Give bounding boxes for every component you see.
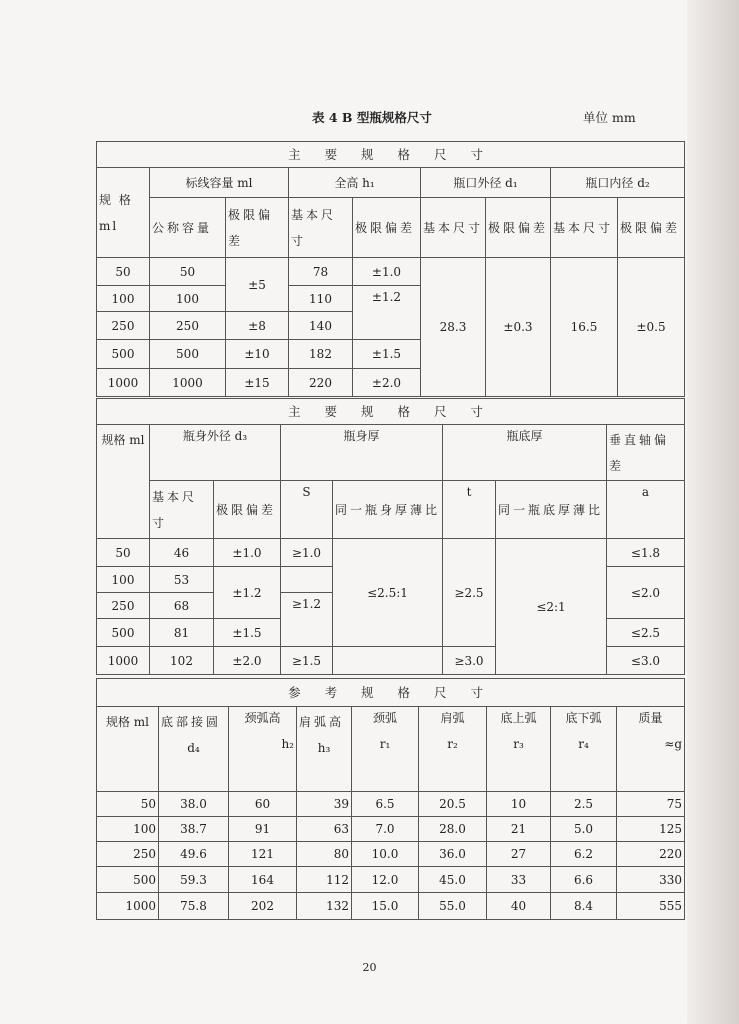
header-body-thickness: 瓶身厚 (281, 425, 443, 481)
header-r1 (352, 707, 419, 792)
cell-t: ≥3.0 (443, 647, 496, 675)
cell-spec: 500 (97, 867, 159, 893)
cell-r1: 12.0 (352, 867, 419, 893)
cell-r1: 10.0 (352, 842, 419, 867)
cell-d3: 53 (150, 567, 214, 593)
header-spec: 规格 ml (97, 425, 150, 539)
cell-d2-basic: 16.5 (551, 258, 618, 397)
header-r1-symbol: r₁ (379, 737, 391, 751)
header-r2 (419, 707, 487, 792)
header-r3-symbol: r₃ (513, 737, 524, 751)
cell-s: ≥1.0 (281, 539, 333, 567)
header-tolerance: 极限偏差 (226, 198, 289, 258)
cell-spec: 1000 (97, 369, 150, 397)
cell-s-empty (281, 567, 333, 593)
cell-spec: 500 (97, 340, 150, 369)
cell-height-tol: ±1.0 (353, 258, 421, 286)
header-h2 (229, 707, 297, 792)
cell-body-ratio: ≤2.5:1 (333, 539, 443, 647)
cell-d1-tol: ±0.3 (486, 258, 551, 397)
cell-h3: 63 (297, 817, 352, 842)
cell-a: ≤3.0 (607, 647, 685, 675)
cell-r3: 10 (487, 792, 551, 817)
cell-mass: 75 (617, 792, 685, 817)
cell-d3: 46 (150, 539, 214, 567)
header-spec: 规 格 ml (97, 168, 150, 258)
table-title: 表 4 B 型瓶规格尺寸 (312, 110, 432, 125)
page-number: 20 (362, 961, 377, 974)
section-heading: 主 要 规 格 尺 寸 (97, 399, 685, 425)
cell-h3: 80 (297, 842, 352, 867)
header-basic: 基本尺寸 (551, 198, 618, 258)
cell-spec: 50 (97, 792, 159, 817)
cell-d1-basic: 28.3 (421, 258, 486, 397)
cell-bottom-ratio: ≤2:1 (496, 539, 607, 675)
header-bottom-ratio: 同一瓶底厚薄比 (496, 481, 607, 539)
header-mass-label: 质量 (638, 711, 663, 725)
cell-capacity: 100 (150, 286, 226, 312)
cell-height-tol: ±1.2 (353, 286, 421, 340)
header-r3 (487, 707, 551, 792)
cell-capacity-tol: ±15 (226, 369, 289, 397)
header-vertical-deviation: 垂直轴偏差 (607, 425, 685, 481)
cell-height: 220 (289, 369, 353, 397)
cell-d3-tol: ±1.2 (214, 567, 281, 619)
cell-d3-tol: ±1.0 (214, 539, 281, 567)
cell-spec: 100 (97, 286, 150, 312)
header-tolerance: 极限偏差 (353, 198, 421, 258)
cell-r4: 6.6 (551, 867, 617, 893)
cell-h2: 60 (229, 792, 297, 817)
header-h3-symbol: h₃ (317, 741, 331, 755)
header-basic: 基本尺寸 (289, 198, 353, 258)
cell-mass: 330 (617, 867, 685, 893)
header-basic: 基本尺寸 (150, 481, 214, 539)
cell-spec: 250 (97, 842, 159, 867)
cell-spec: 100 (97, 817, 159, 842)
header-d4-symbol: d₄ (187, 741, 200, 755)
header-r1-label: 颈弧 (372, 711, 397, 725)
header-d4-label: 底部接圆 (161, 715, 222, 729)
cell-d4: 49.6 (159, 842, 229, 867)
header-r4 (551, 707, 617, 792)
cell-h2: 91 (229, 817, 297, 842)
cell-s: ≥1.5 (281, 647, 333, 675)
cell-spec: 50 (97, 258, 150, 286)
cell-t: ≥2.5 (443, 539, 496, 647)
cell-spec: 250 (97, 593, 150, 619)
cell-a: ≤2.0 (607, 567, 685, 619)
cell-capacity: 50 (150, 258, 226, 286)
table-row (97, 792, 685, 817)
cell-d4: 59.3 (159, 867, 229, 893)
cell-height: 110 (289, 286, 353, 312)
main-spec-table-2 (96, 398, 685, 675)
header-h3 (297, 707, 352, 792)
cell-r3: 40 (487, 893, 551, 920)
header-d4 (159, 707, 229, 792)
cell-r2: 45.0 (419, 867, 487, 893)
cell-d2-tol: ±0.5 (618, 258, 685, 397)
header-r2-label: 肩弧 (440, 711, 465, 725)
header-mass (617, 707, 685, 792)
cell-d4: 38.0 (159, 792, 229, 817)
header-r2-symbol: r₂ (447, 737, 458, 751)
header-h2-symbol: h₂ (281, 737, 294, 751)
cell-capacity: 250 (150, 312, 226, 340)
cell-r1: 7.0 (352, 817, 419, 842)
unit-label: 单位 mm (583, 110, 636, 125)
cell-d4: 75.8 (159, 893, 229, 920)
cell-capacity-tol: ±10 (226, 340, 289, 369)
cell-r1: 15.0 (352, 893, 419, 920)
cell-spec: 1000 (97, 893, 159, 920)
header-tolerance: 极限偏差 (486, 198, 551, 258)
cell-height: 182 (289, 340, 353, 369)
table-row (97, 893, 685, 920)
cell-d3: 102 (150, 647, 214, 675)
cell-r2: 28.0 (419, 817, 487, 842)
cell-r4: 5.0 (551, 817, 617, 842)
header-t: t (443, 481, 496, 539)
section-heading: 参 考 规 格 尺 寸 (97, 679, 685, 707)
header-nominal: 公称容量 (150, 198, 226, 258)
cell-h3: 39 (297, 792, 352, 817)
header-r4-label: 底下弧 (565, 711, 602, 725)
cell-body-ratio-empty (333, 647, 443, 675)
cell-capacity: 1000 (150, 369, 226, 397)
cell-height: 140 (289, 312, 353, 340)
cell-capacity-tol: ±5 (226, 258, 289, 312)
header-r4-symbol: r₄ (578, 737, 589, 751)
cell-height-tol: ±2.0 (353, 369, 421, 397)
cell-d3: 68 (150, 593, 214, 619)
cell-h2: 121 (229, 842, 297, 867)
cell-spec: 250 (97, 312, 150, 340)
header-h2-label: 颈弧高 (244, 711, 281, 725)
cell-spec: 100 (97, 567, 150, 593)
cell-r4: 6.2 (551, 842, 617, 867)
cell-r3: 21 (487, 817, 551, 842)
cell-d3-tol: ±2.0 (214, 647, 281, 675)
header-tolerance: 极限偏差 (618, 198, 685, 258)
cell-h3: 112 (297, 867, 352, 893)
cell-h2: 202 (229, 893, 297, 920)
cell-r3: 27 (487, 842, 551, 867)
header-h3-label: 肩弧高 (299, 715, 345, 729)
cell-mass: 555 (617, 893, 685, 920)
cell-d3: 81 (150, 619, 214, 647)
header-height: 全高 h₁ (289, 168, 421, 198)
page-spine-shadow (687, 0, 739, 1024)
header-mass-unit: ≈g (664, 737, 683, 751)
cell-mass: 125 (617, 817, 685, 842)
header-mouth-inner: 瓶口内径 d₂ (551, 168, 685, 198)
table-caption (0, 108, 739, 128)
header-tolerance: 极限偏差 (214, 481, 281, 539)
cell-d3-tol: ±1.5 (214, 619, 281, 647)
header-s: S (281, 481, 333, 539)
cell-height-tol: ±1.5 (353, 340, 421, 369)
header-capacity: 标线容量 ml (150, 168, 289, 198)
cell-r2: 20.5 (419, 792, 487, 817)
cell-height: 78 (289, 258, 353, 286)
header-spec: 规格 ml (97, 707, 159, 792)
header-r3-label: 底上弧 (500, 711, 537, 725)
header-bottom-thickness: 瓶底厚 (443, 425, 607, 481)
cell-mass: 220 (617, 842, 685, 867)
cell-s: ≥1.2 (281, 593, 333, 647)
cell-a: ≤1.8 (607, 539, 685, 567)
cell-capacity-tol: ±8 (226, 312, 289, 340)
cell-spec: 1000 (97, 647, 150, 675)
cell-h2: 164 (229, 867, 297, 893)
header-basic: 基本尺寸 (421, 198, 486, 258)
cell-r4: 8.4 (551, 893, 617, 920)
header-mouth-outer: 瓶口外径 d₁ (421, 168, 551, 198)
cell-spec: 500 (97, 619, 150, 647)
reference-spec-table (96, 678, 685, 920)
cell-h3: 132 (297, 893, 352, 920)
table-row (97, 817, 685, 842)
cell-r2: 55.0 (419, 893, 487, 920)
main-spec-table-1 (96, 141, 685, 397)
cell-r2: 36.0 (419, 842, 487, 867)
section-heading: 主 要 规 格 尺 寸 (97, 142, 685, 168)
cell-d4: 38.7 (159, 817, 229, 842)
cell-r3: 33 (487, 867, 551, 893)
cell-r1: 6.5 (352, 792, 419, 817)
cell-r4: 2.5 (551, 792, 617, 817)
header-d3: 瓶身外径 d₃ (150, 425, 281, 481)
table-row (97, 842, 685, 867)
header-a: a (607, 481, 685, 539)
cell-capacity: 500 (150, 340, 226, 369)
cell-spec: 50 (97, 539, 150, 567)
header-body-ratio: 同一瓶身厚薄比 (333, 481, 443, 539)
table-row (97, 867, 685, 893)
cell-a: ≤2.5 (607, 619, 685, 647)
